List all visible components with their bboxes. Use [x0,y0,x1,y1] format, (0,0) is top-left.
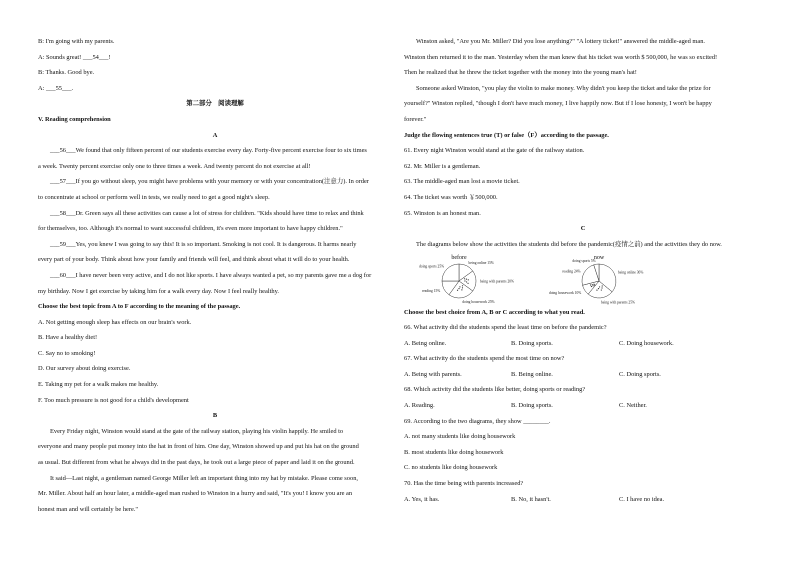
pie-pattern-dot [464,278,465,279]
option-c: C. no students like doing housework [404,464,498,472]
option-b: B. most students like doing housework [404,448,504,456]
pie-pattern-dot [467,282,468,283]
passage-c-label: C [580,225,586,233]
passage-b-label: B [212,412,218,420]
pie-slice-label: reading 15% [422,288,441,293]
passage-a-line: ___59___Yes, you knew I was going to say this! It is so important. Smoking is not cool. It is dangerous. It harms nearly [50,240,357,248]
pie-pattern-dot [596,289,597,290]
pie-pattern-dot [466,278,467,279]
question-options [404,371,762,379]
pie-pattern-dot [601,289,602,290]
pie-slice-label: doing housework 25% [462,299,495,304]
option-a: A. Being online. [404,339,447,347]
part-title: 第二部分 阅读理解 [186,100,244,108]
pie-pattern-dot [466,281,467,282]
topic-option: A. Not getting enough sleep has effects on our brain's work. [38,318,192,326]
section-title: V. Reading comprehension [38,115,111,123]
pie-slice [442,264,459,281]
passage-a-line: every part of your body. Think about how your family and friends will feel, and think about what it will do to your health. [38,256,350,264]
option-c: C. Neither. [619,402,647,410]
question-options [404,402,762,410]
pie-slice-label: being with parents 20% [480,279,515,284]
passage-a-line: a week. Twenty percent exercise only one to three times a week. And twenty percent do not exercise at all! [38,162,311,170]
passage-b-line: Winston asked, "Are you Mr. Miller? Did you lose anything?" "A lottery ticket!" answered the middle-aged man. [416,38,705,45]
passage-b-line: yourself?" Winston replied, "though I don't have much money, I live happily now. But if I lose honesty, I won't be happy [404,100,712,108]
option-b: B. Doing sports. [511,402,553,410]
pie-slice-label: being online 36% [618,270,644,275]
right-column [404,38,762,503]
dialogue-line: B: Thanks. Good bye. [38,69,95,77]
passage-b-line: everyone and many people put money into the hat in front of him. One day, Winston showed up and put his hat on the ground [38,443,359,451]
question: 70. Has the time being with parents increased? [404,480,524,488]
question: 69. According to the two diagrams, they show ________. [404,417,551,425]
pie-pattern-dot [601,287,602,288]
option-c: C. Doing housework. [619,339,674,347]
passage-a-line: ___56___We found that only fifteen percent of our students exercise every day. Forty-five percent exercise four to six times [50,147,367,155]
passage-a-line: ___60___I have never been very active, and I do not like sports. I have always wanted a pet, so my parents gave me a dog for [50,271,372,279]
tf-item: 61. Every night Winston would stand at the gate of the railway station. [404,147,585,155]
pie-pattern-dot [459,286,460,287]
pie-slice-label: doing sports 25% [418,264,445,269]
pie-pattern-dot [458,288,459,289]
tf-item: 65. Winston is an honest man. [404,209,481,217]
passage-c-intro: The diagrams below show the activities the students did before the pandemic(疫情之前) and the activities they do now. [416,240,722,248]
passage-a-label: A [212,131,218,139]
topic-option: E. Taking my pet for a walk makes me healthy. [38,381,159,389]
pie-pattern-dot [593,285,594,286]
pie-slice-label: reading 24% [562,268,581,273]
pie-slice-label: being online 15% [468,260,494,265]
tf-item: 64. The ticket was worth ￥500,000. [404,193,498,201]
dialogue-line: B: I'm going with my parents. [38,38,115,45]
pie-pattern-dot [462,287,463,288]
passage-a-line: to concentrate at school or perform well in tests, we really need to get a good night's sleep. [38,193,270,201]
pie-pattern-dot [593,283,594,284]
pie-slice-label: being with parents 25% [600,299,636,304]
passage-a-line: ___57___If you go without sleep, you might have problems with your memory or with your concentration(注意力). In order [50,178,369,186]
passage-b-line: Mr. Miller. About half an hour later, a middle-aged man rushed to Winston in a hurry and said, "It's you! I know you are an [38,490,353,498]
topic-option: F. Too much pressure is not good for a child's development [38,396,189,404]
passage-b-line: It said—Last night, a gentleman named George Miller left an important thing into my hat by mistake. Please come soon, [50,474,358,482]
option-b: B. Being online. [511,370,553,378]
passage-a-line: ___58___Dr. Green says all these activities can cause a lot of stress for children. "Kids should have time to relax and think [50,209,364,217]
pie-slice-label: doing housework 10% [548,290,582,295]
choose-instruction: Choose the best topic from A to F according to the meaning of the passage. [38,303,241,311]
dialogue-line: A: Sounds great! ___54___! [38,53,111,61]
pie-title: now [593,254,605,261]
pie-pattern-dot [602,285,603,286]
passage-b-line: Someone asked Winston, "you play the violin to make money. Why didn't you keep the ticket and take the prize for [416,84,711,92]
passage-b-line: forever." [404,115,427,123]
pie-pattern-dot [591,285,592,286]
pie-pattern-dot [461,289,462,290]
topic-option: C. Say no to smoking! [38,349,96,357]
pie-title: before [451,254,467,261]
passage-a-line: for themselves, too. Although it's normal to want successful children, it's even more important to have happy children." [38,225,343,233]
passage-b-line: Winston then returned it to the man. Yesterday when the man knew that his ticket was worth $ 500,000, he was so excited! [404,53,718,61]
pie-pattern-dot [598,288,599,289]
option-a: A. Yes, it has. [404,495,440,503]
passage-b-line: Then he realized that he threw the ticket together with the money into the young man's hat! [404,69,637,77]
choose-c-instruction: Choose the best choice from A, B or C according to what you read. [404,308,585,316]
pie-pattern-dot [457,289,458,290]
question-options [404,340,762,348]
passage-b-line: honest man and will certainly be here." [38,505,139,513]
question: 67. What activity do the students spend the most time on now? [404,355,565,363]
passage-b-line: Every Friday night, Winston would stand at the gate of the railway station, playing his violin happily. He smiled to [50,427,344,435]
option-a: A. not many students like doing housework [404,433,516,441]
option-a: A. Reading. [404,402,435,410]
pie-pattern-dot [464,280,465,281]
dialogue-line: A: ___55___. [38,84,74,92]
option-c: C. I have no idea. [619,495,665,503]
option-c: C. Doing sports. [619,370,661,378]
option-b: B. Doing sports. [511,339,553,347]
pie-pattern-dot [592,284,593,285]
pie-charts-svg [404,251,762,305]
pie-pattern-dot [590,284,591,285]
pie-slice-label: doing sports 5% [572,258,596,263]
passage-b-line: as usual. But different from what he always did in the past days, he took out a large piece of paper and laid it on the ground. [38,459,355,467]
tf-item: 62. Mr. Miller is a gentleman. [404,162,481,170]
question: 66. What activity did the students spend the least time on before the pandemic? [404,324,607,332]
option-a: A. Being with parents. [404,370,462,378]
passage-a-line: my birthday. Now I get exercise by taking him for a walk every day. Now I feel really healthy. [38,287,279,295]
pie-pattern-dot [468,279,469,280]
topic-option: D. Our survey about doing exercise. [38,365,131,373]
pie-pattern-dot [462,285,463,286]
tf-instruction: Judge the flowing sentences true (T) or false（F）according to the passage. [404,131,609,139]
question: 68. Which activity did the students like better, doing sports or reading? [404,386,586,394]
question-options [404,496,762,504]
option-b: B. No, it hasn't. [511,495,551,503]
tf-item: 63. The middle-aged man lost a movie ticket. [404,178,520,186]
left-column [38,38,392,514]
pie-pattern-dot [599,286,600,287]
topic-option: B. Have a healthy diet! [38,334,98,342]
pie-charts [404,251,762,305]
